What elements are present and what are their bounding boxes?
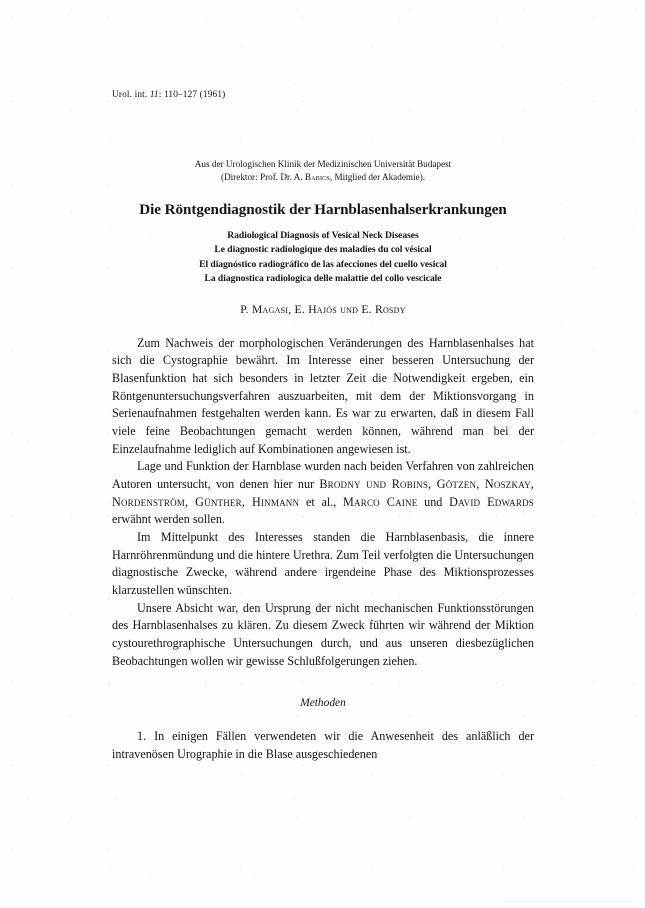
subtitle-french: Le diagnostic radiologique des maladies du col vésical xyxy=(214,244,432,256)
affiliation-director-prefix: (Direktor: Prof. Dr. A. xyxy=(220,172,305,183)
subtitle-block xyxy=(112,229,534,285)
paragraph-2 xyxy=(112,458,534,529)
paragraph-1: Zum Nachweis der morphologischen Veränderungen des Harnblasenhalses hat sich die Cystographie bewährt. Im Interesse einer besseren Untersuchung der Blasenfunktion hat sich besonders in letzter Zeit die Notwendigkeit ergeben, ein Röntgenuntersuchungsverfahren auszuarbeiten, mit dem der Miktionsvorgang in Serienaufnahmen festgehalten werden kann. Es war zu erwarten, daß in diesem Fall viele feine Beobachtungen gemacht werden können, während man bei der Einzelaufnahme lediglich auf Kombinationen angewiesen ist. xyxy=(112,335,534,456)
affiliation-director-name: Babics xyxy=(304,172,330,183)
methods-body xyxy=(112,728,534,763)
author-1-name: Magasi xyxy=(251,302,289,316)
citation-names-1: Brodny und Robins, Götzen, Noszkay, Nordenström, Günther, Hinmann xyxy=(112,477,535,509)
journal-reference xyxy=(112,90,534,100)
author-1-initial: P. xyxy=(240,302,252,316)
section-heading-methoden: Methoden xyxy=(300,697,346,710)
author-3-name: Rosdy xyxy=(374,302,406,316)
citation-names-3: David Edwards xyxy=(449,494,534,509)
author-conjunction: und xyxy=(336,302,362,316)
paragraph-2-text-4: erwähnt werden sollen. xyxy=(112,512,225,527)
body-text xyxy=(112,335,534,671)
author-2-initial: E. xyxy=(294,302,309,316)
affiliation-line-2 xyxy=(112,171,534,184)
paragraph-2-text-2: et al., xyxy=(299,494,344,509)
paragraph-4: Unsere Absicht war, den Ursprung der nicht mechanischen Funktionsstörungen des Harnblasenhalses zu klären. Zu diesem Zweck führten wir während der Miktion cystourethrographische Untersuchungen durch, und aus unseren diesbezüglichen Beobachtungen wollen wir gewisse Schlußfolgerungen ziehen. xyxy=(112,600,534,668)
journal-name: Urol. int. xyxy=(112,90,148,100)
author-2-name: Hajós xyxy=(308,302,337,316)
paragraph-2-text-3: und xyxy=(417,494,450,509)
scan-artifact-dotted-line xyxy=(505,901,633,902)
paragraph-2-text-1: Lage und Funktion der Harnblase wurden nach beiden Verfahren von zahlreichen Autoren untersucht, von denen hier nur xyxy=(112,459,534,492)
affiliation-line-1: Aus der Urologischen Klinik der Medizinischen Universität Budapest xyxy=(194,159,452,169)
subtitle-english: Radiological Diagnosis of Vesical Neck Diseases xyxy=(227,230,419,242)
affiliation-director-suffix: , Mitglied der Akademie). xyxy=(329,172,426,183)
journal-pages: : 110–127 (1961) xyxy=(158,90,226,100)
subtitle-spanish: El diagnóstico radiográfico de las afecciones del cuello vesical xyxy=(199,258,447,270)
citation-names-2: Marco Caine xyxy=(343,494,418,509)
methods-item-1: 1. In einigen Fällen verwendeten wir die Anwesenheit des anläßlich der intravenösen Urographie in die Blase ausgeschiedenen xyxy=(112,729,534,762)
affiliation-block xyxy=(112,158,534,184)
paragraph-3: Im Mittelpunkt des Interesses standen die Harnblasenbasis, die innere Harnröhrenmündung und die hintere Urethra. Zum Teil verfolgten die Untersuchungen diagnostische Zwecke, während andere irgendeine Phase des Miktionsprozesses klarzustellen wünschten. xyxy=(112,530,534,598)
page-title: Die Röntgendiagnostik der Harnblasenhalserkrankungen xyxy=(139,202,507,219)
journal-volume: 11 xyxy=(149,90,159,100)
author-list xyxy=(112,303,534,316)
document-content xyxy=(112,0,534,764)
author-3-initial: E. xyxy=(361,302,375,316)
author-separator-1: , xyxy=(288,302,295,316)
subtitle-italian: La diagnostica radiologica delle malattie del collo vescicale xyxy=(204,272,442,284)
